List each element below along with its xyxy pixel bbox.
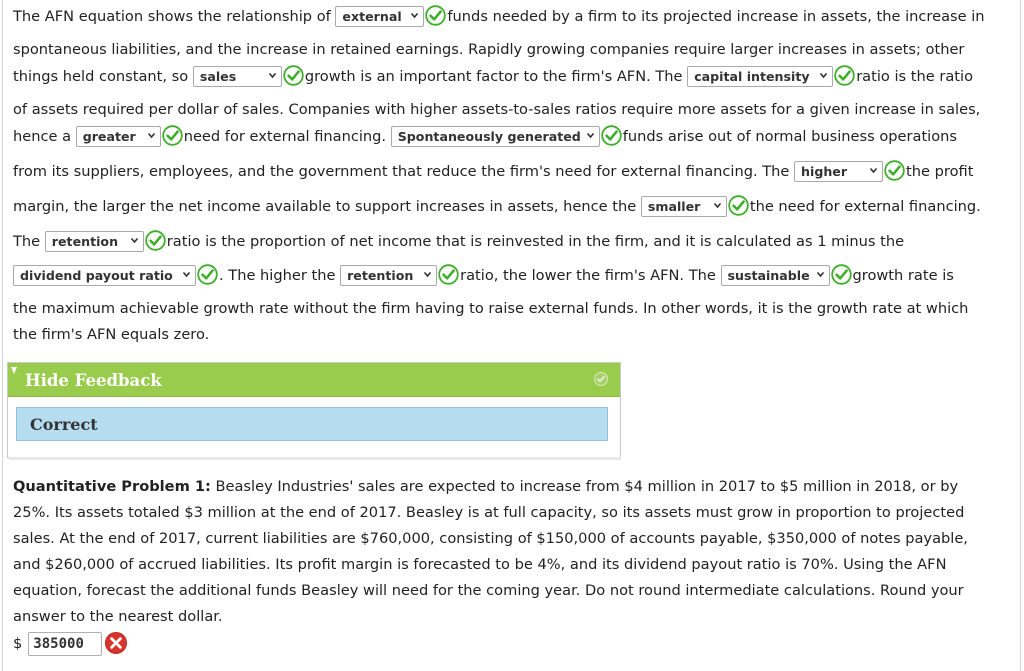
dropdown-2[interactable]: sales — [193, 66, 282, 87]
problem-line — [13, 501, 964, 525]
divider — [9, 457, 621, 460]
problem-title: Quantitative Problem 1: — [13, 478, 211, 495]
text: hence a — [13, 128, 72, 145]
text: ratio is the proportion of net income that is reinvested in the firm, and it is calculated as 1 minus the — [166, 233, 905, 250]
chevron-down-icon — [269, 72, 276, 79]
check-circle-icon — [834, 65, 855, 86]
text-line — [13, 160, 973, 184]
text: the maximum achievable growth rate without the firm having to raise external funds. In other words, it is the growth rate at which — [13, 300, 969, 317]
text: The — [13, 233, 41, 250]
text-line — [13, 5, 985, 29]
problem-line — [13, 553, 946, 577]
answer-row — [13, 632, 128, 656]
text-line — [13, 125, 957, 149]
text: equation, forecast the additional funds Beasley will need for the coming year. Do not round intermediate calculations. Round your — [13, 582, 964, 599]
dropdown-5[interactable]: Spontaneously generated — [391, 126, 600, 147]
text: from its suppliers, employees, and the government that reduce the firm's need for external financing. The — [13, 163, 790, 180]
text: . The higher the — [219, 267, 336, 284]
feedback-result-text: Correct — [30, 415, 98, 434]
text-line — [13, 195, 981, 219]
feedback-toggle-label: Hide Feedback — [25, 371, 162, 390]
text: ratio, the lower the firm's AFN. The — [460, 267, 716, 284]
text-line — [13, 65, 973, 89]
dropdown-3[interactable]: capital intensity — [687, 66, 833, 87]
currency-symbol: $ — [13, 635, 23, 652]
chevron-down-icon — [411, 12, 418, 19]
text: the profit — [906, 163, 974, 180]
dropdown-1[interactable]: external — [335, 6, 424, 27]
text: Beasley Industries' sales are expected to increase from $4 million in 2017 to $5 million in 2018, or by — [215, 478, 959, 495]
feedback-result-box — [16, 407, 608, 441]
chevron-down-icon — [183, 271, 190, 278]
dropdown-11[interactable]: sustainable — [721, 265, 830, 286]
text-line — [13, 98, 980, 122]
problem-line — [13, 475, 958, 499]
text: margin, the larger the net income available to support increases in assets, hence the — [13, 198, 637, 215]
text: of assets required per dollar of sales. Companies with higher assets-to-sales ratios require more assets for a given increase in sales, — [13, 101, 981, 118]
feedback-toggle[interactable] — [8, 363, 620, 397]
problem-line — [13, 527, 968, 551]
chevron-down-icon — [131, 237, 138, 244]
dropdown-8[interactable]: retention — [45, 231, 144, 252]
dropdown-4[interactable]: greater — [76, 126, 161, 147]
chevron-down-icon — [714, 202, 721, 209]
incorrect-x-icon — [104, 631, 128, 655]
text: the need for external financing. — [749, 198, 981, 215]
chevron-down-icon — [870, 167, 877, 174]
check-circle-icon — [283, 65, 304, 86]
text: funds arise out of normal business operations — [622, 128, 958, 145]
check-circle-icon — [884, 160, 905, 181]
text: spontaneous liabilities, and the increase in retained earnings. Rapidly growing companies require larger increases in assets; other — [13, 41, 965, 58]
text: The AFN equation shows the relationship of — [13, 8, 331, 25]
chevron-down-icon — [148, 132, 155, 139]
check-circle-icon — [197, 264, 218, 285]
text: 25%. Its assets totaled $3 million at the end of 2017. Beasley is at full capacity, so its assets must grow in proportion to projected — [13, 504, 965, 521]
check-circle-icon — [728, 195, 749, 216]
check-circle-icon — [831, 264, 852, 285]
text: growth rate is — [852, 267, 954, 284]
text: answer to the nearest dollar. — [13, 608, 223, 625]
text: things held constant, so — [13, 68, 189, 85]
text-line — [13, 230, 904, 254]
text: ratio is the ratio — [856, 68, 974, 85]
text-line — [13, 38, 964, 62]
text: funds needed by a firm to its projected increase in assets, the increase in — [447, 8, 985, 25]
check-circle-icon — [425, 5, 446, 26]
answer-input[interactable]: 385000 — [28, 632, 102, 656]
text: the firm's AFN equals zero. — [13, 326, 210, 343]
check-badge-icon — [594, 372, 608, 386]
problem-line — [13, 605, 223, 629]
feedback-panel — [7, 362, 621, 458]
text-line — [13, 323, 209, 347]
check-circle-icon — [145, 230, 166, 251]
text-line — [13, 264, 954, 288]
text: growth is an important factor to the firm's AFN. The — [304, 68, 683, 85]
dropdown-6[interactable]: higher — [794, 161, 883, 182]
chevron-down-icon — [820, 72, 827, 79]
problem-line — [13, 579, 964, 603]
text-line — [13, 297, 968, 321]
text: need for external financing. — [183, 128, 387, 145]
check-circle-icon — [601, 125, 622, 146]
dropdown-7[interactable]: smaller — [641, 196, 727, 217]
chevron-down-icon — [424, 271, 431, 278]
text: and $260,000 of accrued liabilities. Its profit margin is forecasted to be 4%, and its dividend payout ratio is 70%. Using the AFN — [13, 556, 947, 573]
dropdown-10[interactable]: retention — [340, 265, 437, 286]
text: sales. At the end of 2017, current liabilities are $760,000, consisting of $150,000 of accounts payable, $350,000 of notes payable, — [13, 530, 968, 547]
collapse-triangle-icon — [11, 367, 17, 374]
check-circle-icon — [438, 264, 459, 285]
dropdown-9[interactable]: dividend payout ratio — [13, 265, 196, 286]
chevron-down-icon — [817, 271, 824, 278]
chevron-down-icon — [587, 132, 594, 139]
check-circle-icon — [162, 125, 183, 146]
